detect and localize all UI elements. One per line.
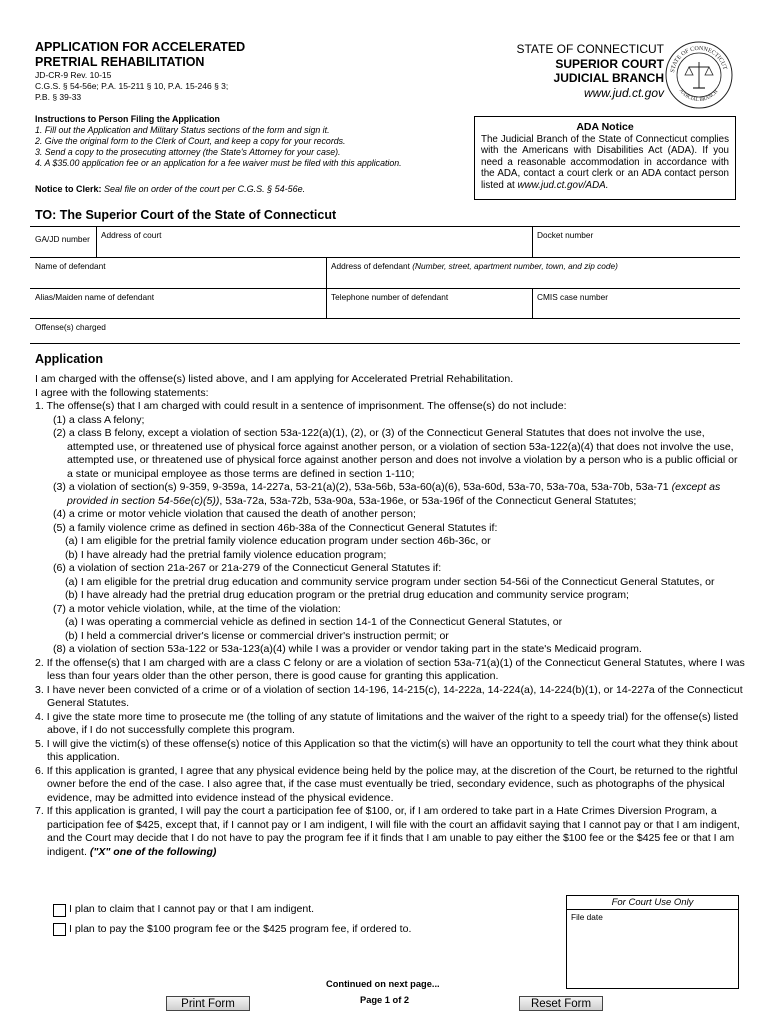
judicial-seal-icon <box>664 40 734 110</box>
instruction-item: 3. Send a copy to the prosecuting attorney (the State's Attorney for your case). <box>35 147 341 157</box>
statement-3: 3. I have never been convicted of a crime or of a violation of section 14-196, 14-215(c), 14-222a, 14-224(a), 14-224(b)(1), or 14-227a of the Connecticut General Statutes. <box>35 683 743 709</box>
statement-1-item: (1) a class A felony; <box>53 413 145 426</box>
case-info-grid <box>30 226 740 344</box>
defendant-address-hint: (Number, street, apartment number, town, and zip code) <box>412 261 618 271</box>
statement-1-item: (6) a violation of section 21a-267 or 21a-279 of the Connecticut General Statutes if: <box>53 562 442 574</box>
offenses-charged-field[interactable] <box>30 319 740 343</box>
defendant-name-label: Name of defendant <box>35 261 106 271</box>
state-name: STATE OF CONNECTICUT <box>516 42 664 56</box>
gajd-label: GA/JD number <box>35 234 90 244</box>
defendant-name-field[interactable] <box>30 258 326 288</box>
instruction-item: 1. Fill out the Application and Military Status sections of the form and sign it. <box>35 125 330 135</box>
statement-6: 6. If this application is granted, I agree that any physical evidence being held by the police may, at the discretion of the Court, be returned to the rightful owner before the end of the case. I also agree that, if the case must eventually be tried, secondary evidence, such as photographs of the physical evidence, may be admitted into evidence instead of the physical evidence. <box>35 764 738 804</box>
statement-1-subitem: (b) I have already had the pretrial drug education program or the pretrial drug education and community service program; <box>65 589 629 601</box>
telephone-label: Telephone number of defendant <box>331 292 449 302</box>
branch-name: JUDICIAL BRANCH <box>553 71 664 85</box>
continued-notice: Continued on next page... <box>326 979 440 989</box>
alias-field[interactable] <box>30 289 326 318</box>
form-id: JD-CR-9 Rev. 10-15 <box>35 70 112 80</box>
defendant-address-field[interactable] <box>326 258 740 288</box>
pay-fee-option-label: I plan to pay the $100 program fee or the $425 program fee, if ordered to. <box>69 923 412 935</box>
court-address-field[interactable] <box>96 227 532 257</box>
court-name: SUPERIOR COURT <box>555 56 664 71</box>
statement-1-subitem: (a) I am eligible for the pretrial drug education and community service program under section 54-56i of the Connecticut General Statutes, or <box>65 575 715 588</box>
statement-1-3-text: (3) a violation of section(s) 9-359, 9-359a, 14-227a, 53-21(a)(2), 53a-56b, 53a-60(a)(6), 53a-60d, 53a-70, 53a-70a, 53a-70b, 53a-71 <box>53 481 669 493</box>
indigent-checkbox[interactable] <box>53 904 66 917</box>
statement-1-subitem: (a) I was operating a commercial vehicle as defined in section 14-1 of the Connecticut General Statutes, or <box>65 616 563 628</box>
instruction-item: 4. A $35.00 application fee or an application for a fee waiver must be filed with this application. <box>35 158 402 168</box>
file-date-label: File date <box>571 912 603 922</box>
statement-1-subitem: (b) I have already had the pretrial family violence education program; <box>65 548 387 561</box>
form-meta <box>35 70 228 103</box>
statement-1-3-rest: , 53a-72a, 53a-72b, 53a-90a, 53a-196e, or 53a-196f of the Connecticut General Statutes; <box>219 494 637 507</box>
intro-text: I agree with the following statements: <box>35 386 209 399</box>
clerk-notice <box>35 184 305 194</box>
docket-number-field[interactable] <box>532 227 740 257</box>
addressee-heading: TO: The Superior Court of the State of Connecticut <box>35 208 337 222</box>
clerk-notice-text: Seal file on order of the court per C.G.S. § 54-56e. <box>101 184 306 194</box>
statement-1-item: (7) a motor vehicle violation, while, at the time of the violation: <box>53 602 341 615</box>
statement-1-item <box>35 481 745 508</box>
ada-text: The Judicial Branch of the State of Connecticut complies with the Americans with Disabilities Act (ADA). If you need a reasonable accommodation in accordance with the ADA, contact a court clerk or an ADA contact person listed at <box>481 133 729 191</box>
alias-label: Alias/Maiden name of defendant <box>35 292 155 302</box>
clerk-notice-label: Notice to Clerk: <box>35 184 102 194</box>
indigent-option-label: I plan to claim that I cannot pay or that I am indigent. <box>69 903 315 915</box>
court-address-label: Address of court <box>101 230 162 240</box>
statement-7-text: 7. If this application is granted, I will pay the court a participation fee of $100, or, if I am ordered to take part in a Hate Crimes Diversion Program, a participation fee of $425, except that, if I cannot pay or I am indigent, I will file with the court an affidavit saying that I cannot pay or that I am indigent, and the Court may decide that I do not have to pay the program fee if it finds that I am unable to pay either the $100 fee or the $425 fee or that I am indigent. <box>35 805 740 858</box>
cmis-label: CMIS case number <box>537 292 609 302</box>
statement-1: 1. The offense(s) that I am charged with could result in a sentence of imprisonment. The offense(s) do not include: <box>35 400 567 412</box>
ada-link[interactable]: www.jud.ct.gov/ADA. <box>517 179 609 191</box>
title-line-2: PRETRIAL REHABILITATION <box>35 55 205 69</box>
website: www.jud.ct.gov <box>583 85 664 100</box>
court-use-heading: For Court Use Only <box>567 896 738 910</box>
defendant-address-label: Address of defendant <box>331 261 410 271</box>
statement-2: 2. If the offense(s) that I am charged with are a class C felony or are a violation of section 53a-71(a)(1) of the Connecticut General Statutes, where I was less than four years older than the other person, there is good cause for granting this application. <box>35 656 745 682</box>
statement-1-item: (4) a crime or motor vehicle violation that caused the death of another person; <box>53 508 416 520</box>
statement-7-note: ("X" one of the following) <box>89 845 217 858</box>
telephone-field[interactable] <box>326 289 532 318</box>
statement-1-item: (5) a family violence crime as defined in section 46b-38a of the Connecticut General Statutes if: <box>53 521 498 534</box>
cmis-case-number-field[interactable] <box>532 289 740 318</box>
seal-bottom-text: JUDICIAL BRANCH <box>677 88 720 104</box>
ada-notice <box>474 116 736 200</box>
gajd-number-field[interactable] <box>30 231 96 247</box>
application-heading: Application <box>35 352 104 366</box>
pay-fee-checkbox[interactable] <box>53 923 66 936</box>
print-form-button[interactable]: Print Form <box>166 996 250 1011</box>
title-line-1: APPLICATION FOR ACCELERATED <box>35 40 246 54</box>
seal-top-text: STATE OF CONNECTICUT <box>670 45 728 74</box>
docket-label: Docket number <box>537 230 594 240</box>
statement-5: 5. I will give the victim(s) of these offense(s) notice of this Application so that the victim(s) will have an opportunity to tell the court what they think about this application. <box>35 737 738 763</box>
statement-4: 4. I give the state more time to prosecute me (the tolling of any statute of limitations and the waiver of the right to a speedy trial) for the offense(s) listed above, if I do not successfully complete this program. <box>35 710 739 736</box>
application-body <box>35 373 745 859</box>
file-date-field[interactable] <box>567 910 738 924</box>
court-use-box <box>566 895 739 989</box>
statement-1-3-exception: (except as provided in section 54-56e(c)(5)) <box>67 481 721 507</box>
statement-7 <box>35 805 745 859</box>
form-title <box>35 40 245 70</box>
page-number: Page 1 of 2 <box>360 995 410 1005</box>
instructions-heading: Instructions to Person Filing the Application <box>35 114 220 124</box>
statement-1-item: (8) a violation of section 53a-122 or 53a-123(a)(4) while I was a provider or vendor taking part in the state's Medicaid program. <box>53 643 642 655</box>
ada-heading: ADA Notice <box>576 121 634 133</box>
statutes: C.G.S. § 54-56e; P.A. 15-211 § 10, P.A. 15-246 § 3; <box>35 81 229 91</box>
practice-book: P.B. § 39-33 <box>35 92 82 102</box>
statement-1-subitem: (a) I am eligible for the pretrial family violence education program under section 46b-36c, or <box>65 535 491 547</box>
intro-text: I am charged with the offense(s) listed above, and I am applying for Accelerated Pretrial Rehabilitation. <box>35 373 514 385</box>
reset-form-button[interactable]: Reset Form <box>519 996 603 1011</box>
court-header <box>470 42 664 100</box>
statement-1-item: (2) a class B felony, except a violation of section 53a-122(a)(1), (2), or (3) of the Connecticut General Statutes that does not involve the use, attempted use, or threatened use of physical force against another person, or a violation of section 53a-122(a)(4) that does not involve the use, attempted use, or threatened use of physical force against another person and does not involve a violation by a person who is a public official or a state or municipal employee as those terms are defined in section 1-110; <box>53 427 738 480</box>
statement-1-subitem: (b) I held a commercial driver's license or commercial driver's instruction permit; or <box>65 629 449 642</box>
offenses-label: Offense(s) charged <box>35 322 106 332</box>
instructions <box>35 114 465 169</box>
instruction-item: 2. Give the original form to the Clerk of Court, and keep a copy for your records. <box>35 136 346 146</box>
